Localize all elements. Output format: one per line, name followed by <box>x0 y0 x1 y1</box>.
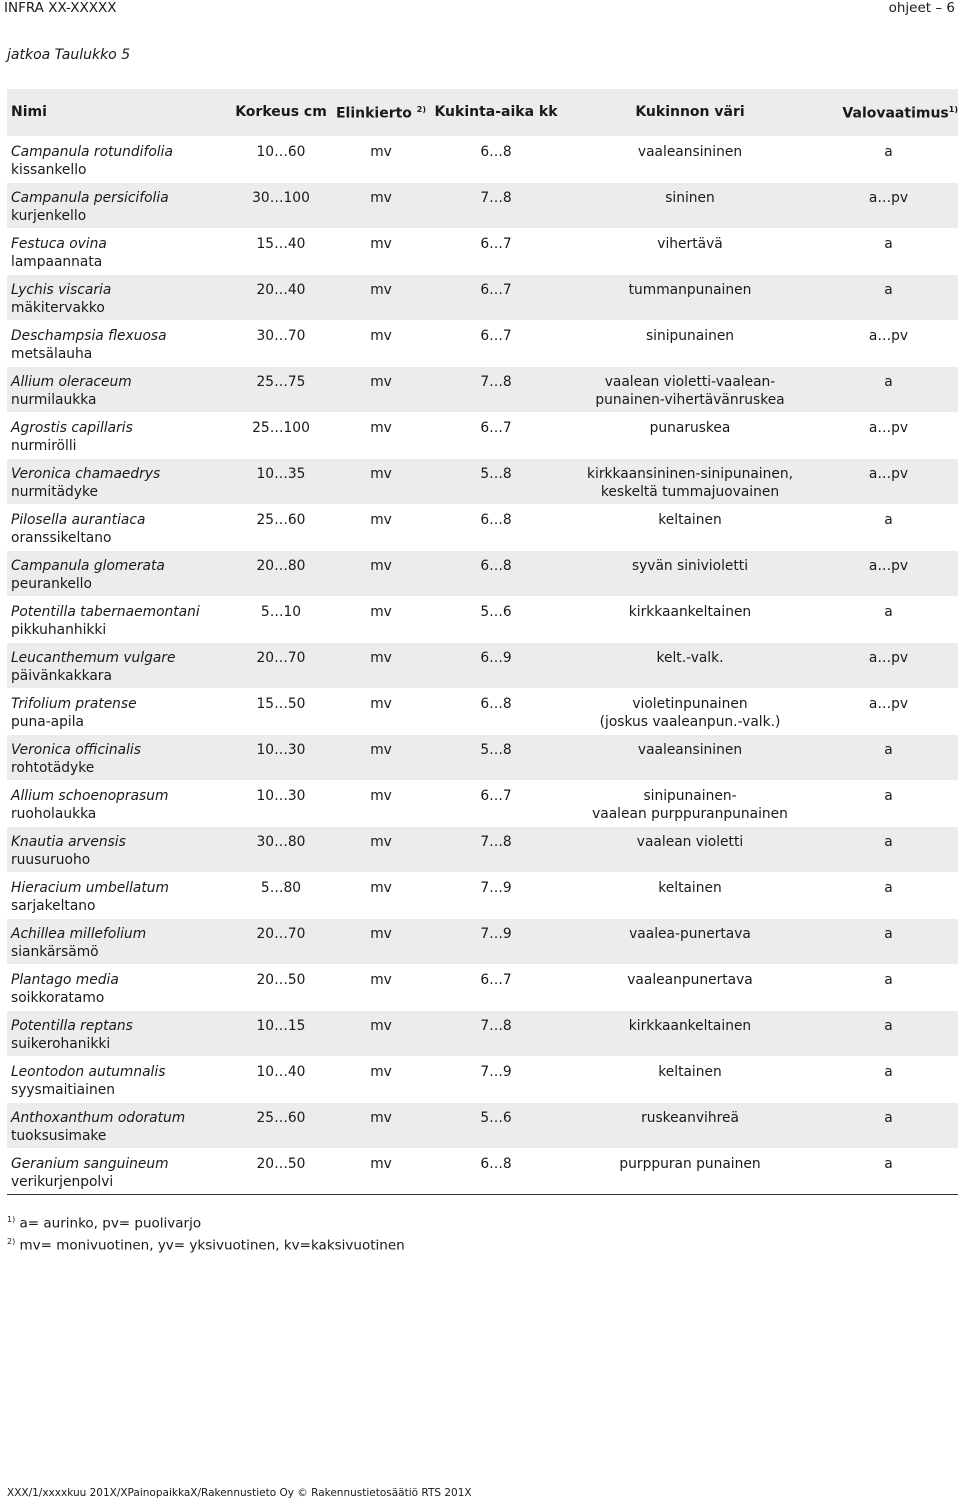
height-cell: 20…40 <box>231 274 331 320</box>
lifecycle-cell: mv <box>331 1010 431 1056</box>
plant-name-cell <box>7 136 231 182</box>
height-cell: 5…10 <box>231 596 331 642</box>
table-row <box>7 872 958 918</box>
flower-color-cell <box>561 1148 819 1194</box>
table-row <box>7 274 958 320</box>
page-label: ohjeet – 6 <box>888 0 955 16</box>
common-name: sarjakeltano <box>11 897 96 914</box>
table-row <box>7 366 958 412</box>
table-row <box>7 504 958 550</box>
latin-name: Trifolium pratense <box>11 695 137 712</box>
bloom-cell: 5…8 <box>431 734 561 780</box>
plant-name-cell <box>7 320 231 366</box>
latin-name: Festuca ovina <box>11 235 107 252</box>
common-name: ruoholaukka <box>11 805 97 822</box>
light-requirement-cell: a…pv <box>819 688 958 734</box>
table-row <box>7 412 958 458</box>
table-row <box>7 182 958 228</box>
common-name: ruusuruoho <box>11 851 91 868</box>
page-footer: XXX/1/xxxxkuu 201X/XPainopaikkaX/Rakennustieto Oy © Rakennustietosäätiö RTS 201X <box>7 1487 472 1499</box>
latin-name: Lychis viscaria <box>11 281 112 298</box>
flower-color-line-2: keskeltä tummajuovainen <box>600 483 780 500</box>
table-row <box>7 642 958 688</box>
col-bloom-header: Kukinta-aika kk <box>434 104 558 121</box>
bloom-cell: 7…8 <box>431 826 561 872</box>
height-cell: 5…80 <box>231 872 331 918</box>
plant-name-cell <box>7 734 231 780</box>
light-requirement-cell: a <box>819 918 958 964</box>
height-cell: 10…30 <box>231 780 331 826</box>
flower-color-line-1: vaaleansininen <box>637 741 743 758</box>
light-requirement-cell: a <box>819 780 958 826</box>
table-row <box>7 1010 958 1056</box>
flower-color-cell <box>561 826 819 872</box>
light-requirement-cell: a <box>819 596 958 642</box>
latin-name: Leontodon autumnalis <box>11 1063 166 1080</box>
flower-color-cell <box>561 1010 819 1056</box>
bloom-cell: 6…8 <box>431 550 561 596</box>
lifecycle-cell: mv <box>331 458 431 504</box>
table-row <box>7 734 958 780</box>
latin-name: Hieracium umbellatum <box>11 879 169 896</box>
flower-color-line-1: violetinpunainen <box>632 695 748 712</box>
flower-color-cell <box>561 642 819 688</box>
flower-color-line-2: vaalean purppuranpunainen <box>592 805 788 822</box>
height-cell: 20…70 <box>231 642 331 688</box>
flower-color-cell <box>561 872 819 918</box>
light-requirement-cell: a <box>819 366 958 412</box>
plant-name-cell <box>7 412 231 458</box>
col-life-header <box>331 89 431 136</box>
bloom-cell: 7…9 <box>431 918 561 964</box>
lifecycle-cell: mv <box>331 412 431 458</box>
flower-color-cell <box>561 182 819 228</box>
latin-name: Veronica chamaedrys <box>11 465 161 482</box>
lifecycle-cell: mv <box>331 642 431 688</box>
table-row <box>7 688 958 734</box>
plant-name-cell <box>7 596 231 642</box>
height-cell: 20…80 <box>231 550 331 596</box>
plant-name-cell <box>7 274 231 320</box>
bloom-cell: 7…8 <box>431 182 561 228</box>
height-cell: 10…40 <box>231 1056 331 1102</box>
common-name: nurmilaukka <box>11 391 97 408</box>
flower-color-line-1: punaruskea <box>649 419 731 436</box>
bloom-cell: 6…7 <box>431 320 561 366</box>
flower-color-cell <box>561 228 819 274</box>
light-requirement-cell: a <box>819 1010 958 1056</box>
flower-color-cell <box>561 366 819 412</box>
col-light-label: Valovaatimus <box>842 106 949 123</box>
latin-name: Anthoxanthum odoratum <box>11 1109 186 1126</box>
plant-name-cell <box>7 1010 231 1056</box>
plant-name-cell <box>7 1056 231 1102</box>
lifecycle-cell: mv <box>331 918 431 964</box>
bloom-cell: 6…7 <box>431 274 561 320</box>
common-name: lampaannata <box>11 253 103 270</box>
plant-name-cell <box>7 1102 231 1148</box>
flower-color-cell <box>561 1102 819 1148</box>
plant-name-cell <box>7 964 231 1010</box>
common-name: rohtotädyke <box>11 759 95 776</box>
flower-color-line-1: vaalean violetti-vaalean- <box>604 373 776 390</box>
flower-color-cell <box>561 458 819 504</box>
flower-color-line-1: kirkkaansininen-sinipunainen, <box>587 465 793 482</box>
light-requirement-cell: a <box>819 136 958 182</box>
lifecycle-cell: mv <box>331 366 431 412</box>
light-requirement-cell: a…pv <box>819 458 958 504</box>
bloom-cell: 5…6 <box>431 596 561 642</box>
latin-name: Geranium sanguineum <box>11 1155 169 1172</box>
height-cell: 25…60 <box>231 504 331 550</box>
table-row <box>7 1102 958 1148</box>
plant-name-cell <box>7 918 231 964</box>
table-row <box>7 550 958 596</box>
lifecycle-cell: mv <box>331 1148 431 1194</box>
common-name: oranssikeltano <box>11 529 112 546</box>
col-color-header: Kukinnon väri <box>635 104 745 121</box>
flower-color-cell <box>561 780 819 826</box>
flower-color-line-1: purppuran punainen <box>619 1155 761 1172</box>
latin-name: Deschampsia flexuosa <box>11 327 167 344</box>
lifecycle-cell: mv <box>331 320 431 366</box>
lifecycle-cell: mv <box>331 136 431 182</box>
page-header <box>0 0 960 16</box>
latin-name: Achillea millefolium <box>11 925 147 942</box>
flower-color-line-1: vihertävä <box>657 235 723 252</box>
lifecycle-cell: mv <box>331 780 431 826</box>
bloom-cell: 6…8 <box>431 688 561 734</box>
common-name: suikerohanikki <box>11 1035 111 1052</box>
flower-color-line-1: syvän sinivioletti <box>631 557 749 574</box>
table-row <box>7 964 958 1010</box>
height-cell: 15…50 <box>231 688 331 734</box>
table-row <box>7 228 958 274</box>
common-name: pikkuhanhikki <box>11 621 107 638</box>
bloom-cell: 7…9 <box>431 872 561 918</box>
bloom-cell: 6…7 <box>431 964 561 1010</box>
bloom-cell: 6…8 <box>431 1148 561 1194</box>
flower-color-line-1: kirkkaankeltainen <box>628 603 752 620</box>
latin-name: Veronica officinalis <box>11 741 141 758</box>
flower-color-line-1: vaalean violetti <box>636 833 744 850</box>
flower-color-line-1: keltainen <box>658 879 722 896</box>
common-name: mäkitervakko <box>11 299 105 316</box>
plant-name-cell <box>7 228 231 274</box>
bloom-cell: 6…7 <box>431 780 561 826</box>
latin-name: Potentilla tabernaemontani <box>11 603 200 620</box>
bloom-cell: 5…8 <box>431 458 561 504</box>
flower-color-line-2: punainen-vihertävänruskea <box>595 391 785 408</box>
lifecycle-cell: mv <box>331 550 431 596</box>
lifecycle-cell: mv <box>331 182 431 228</box>
lifecycle-cell: mv <box>331 688 431 734</box>
footnote-2-text: mv= monivuotinen, yv= yksivuotinen, kv=kaksivuotinen <box>15 1237 405 1253</box>
flower-color-cell <box>561 504 819 550</box>
flower-color-line-1: ruskeanvihreä <box>641 1109 739 1126</box>
col-height-header: Korkeus cm <box>235 104 327 121</box>
table-row <box>7 596 958 642</box>
plant-name-cell <box>7 458 231 504</box>
bloom-cell: 6…9 <box>431 642 561 688</box>
lifecycle-cell: mv <box>331 274 431 320</box>
table-row <box>7 1056 958 1102</box>
flower-color-line-1: vaaleansininen <box>637 143 743 160</box>
plant-name-cell <box>7 504 231 550</box>
height-cell: 30…100 <box>231 182 331 228</box>
flower-color-cell <box>561 734 819 780</box>
flower-color-line-1: tummanpunainen <box>628 281 752 298</box>
common-name: puna-apila <box>11 713 85 730</box>
latin-name: Leucanthemum vulgare <box>11 649 176 666</box>
light-requirement-cell: a…pv <box>819 550 958 596</box>
plant-name-cell <box>7 550 231 596</box>
height-cell: 20…70 <box>231 918 331 964</box>
flower-color-cell <box>561 320 819 366</box>
latin-name: Plantago media <box>11 971 119 988</box>
bloom-cell: 6…8 <box>431 136 561 182</box>
common-name: soikkoratamo <box>11 989 105 1006</box>
common-name: peurankello <box>11 575 92 592</box>
latin-name: Campanula persicifolia <box>11 189 169 206</box>
latin-name: Pilosella aurantiaca <box>11 511 146 528</box>
light-requirement-cell: a <box>819 964 958 1010</box>
flower-color-cell <box>561 1056 819 1102</box>
footnote-1-mark: 1) <box>7 1215 16 1224</box>
latin-name: Allium oleraceum <box>11 373 132 390</box>
lifecycle-cell: mv <box>331 734 431 780</box>
light-requirement-cell: a…pv <box>819 182 958 228</box>
flower-color-cell <box>561 550 819 596</box>
plant-name-cell <box>7 642 231 688</box>
footnote-2-mark: 2) <box>7 1236 16 1246</box>
common-name: nurmirölli <box>11 437 77 454</box>
bloom-cell: 6…8 <box>431 504 561 550</box>
latin-name: Agrostis capillaris <box>11 419 133 436</box>
col-light-header <box>819 89 958 136</box>
flower-color-cell <box>561 964 819 1010</box>
flower-color-line-1: vaalea-punertava <box>629 925 751 942</box>
plant-name-cell <box>7 366 231 412</box>
common-name: tuoksusimake <box>11 1127 107 1144</box>
flower-color-line-1: keltainen <box>658 511 722 528</box>
latin-name: Knautia arvensis <box>11 833 126 850</box>
plant-name-cell <box>7 826 231 872</box>
col-life-label: Elinkierto <box>335 106 412 123</box>
light-requirement-cell: a <box>819 872 958 918</box>
common-name: metsälauha <box>11 345 93 362</box>
plant-name-cell <box>7 182 231 228</box>
light-requirement-cell: a…pv <box>819 642 958 688</box>
height-cell: 10…30 <box>231 734 331 780</box>
plant-name-cell <box>7 1148 231 1194</box>
flower-color-line-1: kelt.-valk. <box>656 649 724 666</box>
footnote-1 <box>7 1211 405 1233</box>
table-row <box>7 136 958 182</box>
light-requirement-cell: a…pv <box>819 320 958 366</box>
col-life-footnote-mark: 2) <box>416 105 427 115</box>
flower-color-cell <box>561 412 819 458</box>
table-row <box>7 458 958 504</box>
table-row <box>7 918 958 964</box>
latin-name: Allium schoenoprasum <box>11 787 169 804</box>
latin-name: Campanula glomerata <box>11 557 165 574</box>
plant-name-cell <box>7 688 231 734</box>
height-cell: 30…70 <box>231 320 331 366</box>
flower-color-line-1: sinipunainen <box>645 327 735 344</box>
common-name: siankärsämö <box>11 943 99 960</box>
lifecycle-cell: mv <box>331 596 431 642</box>
height-cell: 20…50 <box>231 1148 331 1194</box>
bloom-cell: 5…6 <box>431 1102 561 1148</box>
flower-color-line-1: keltainen <box>658 1063 722 1080</box>
flower-color-cell <box>561 136 819 182</box>
flower-color-cell <box>561 596 819 642</box>
height-cell: 10…35 <box>231 458 331 504</box>
flower-color-line-2: (joskus vaaleanpun.-valk.) <box>599 713 781 730</box>
common-name: syysmaitiainen <box>11 1081 115 1098</box>
light-requirement-cell: a <box>819 228 958 274</box>
common-name: nurmitädyke <box>11 483 98 500</box>
bloom-cell: 6…7 <box>431 228 561 274</box>
common-name: kurjenkello <box>11 207 87 224</box>
bloom-cell: 7…9 <box>431 1056 561 1102</box>
col-name-header: Nimi <box>11 104 47 121</box>
height-cell: 25…100 <box>231 412 331 458</box>
col-light-footnote-mark: 1) <box>948 105 958 115</box>
table-row <box>7 826 958 872</box>
height-cell: 10…60 <box>231 136 331 182</box>
table-row <box>7 780 958 826</box>
flower-color-cell <box>561 918 819 964</box>
bloom-cell: 7…8 <box>431 366 561 412</box>
flower-color-line-1: sininen <box>665 189 715 206</box>
common-name: verikurjenpolvi <box>11 1173 114 1190</box>
height-cell: 25…60 <box>231 1102 331 1148</box>
lifecycle-cell: mv <box>331 1056 431 1102</box>
light-requirement-cell: a <box>819 504 958 550</box>
flower-color-line-1: sinipunainen- <box>643 787 737 804</box>
flower-color-cell <box>561 274 819 320</box>
lifecycle-cell: mv <box>331 872 431 918</box>
footnote-1-text: a= aurinko, pv= puolivarjo <box>15 1215 202 1232</box>
light-requirement-cell: a <box>819 1102 958 1148</box>
latin-name: Campanula rotundifolia <box>11 143 173 160</box>
bloom-cell: 6…7 <box>431 412 561 458</box>
common-name: kissankello <box>11 161 87 178</box>
height-cell: 25…75 <box>231 366 331 412</box>
light-requirement-cell: a <box>819 274 958 320</box>
lifecycle-cell: mv <box>331 1102 431 1148</box>
table-row <box>7 1148 958 1194</box>
footnotes <box>7 1211 405 1254</box>
lifecycle-cell: mv <box>331 964 431 1010</box>
table-header-row <box>7 89 958 136</box>
table-caption: jatkoa Taulukko 5 <box>7 47 131 63</box>
height-cell: 10…15 <box>231 1010 331 1056</box>
plant-name-cell <box>7 780 231 826</box>
plant-table <box>7 89 958 1195</box>
latin-name: Potentilla reptans <box>11 1017 133 1034</box>
flower-color-line-1: kirkkaankeltainen <box>628 1017 752 1034</box>
light-requirement-cell: a <box>819 826 958 872</box>
height-cell: 30…80 <box>231 826 331 872</box>
lifecycle-cell: mv <box>331 228 431 274</box>
table-row <box>7 320 958 366</box>
height-cell: 20…50 <box>231 964 331 1010</box>
light-requirement-cell: a <box>819 1148 958 1194</box>
plant-name-cell <box>7 872 231 918</box>
footnote-2 <box>7 1233 405 1255</box>
flower-color-line-1: vaaleanpunertava <box>627 971 753 988</box>
light-requirement-cell: a <box>819 734 958 780</box>
document-code: INFRA XX-XXXXX <box>4 0 117 16</box>
lifecycle-cell: mv <box>331 504 431 550</box>
light-requirement-cell: a <box>819 1056 958 1102</box>
bloom-cell: 7…8 <box>431 1010 561 1056</box>
height-cell: 15…40 <box>231 228 331 274</box>
lifecycle-cell: mv <box>331 826 431 872</box>
common-name: päivänkakkara <box>11 667 112 684</box>
flower-color-cell <box>561 688 819 734</box>
light-requirement-cell: a…pv <box>819 412 958 458</box>
